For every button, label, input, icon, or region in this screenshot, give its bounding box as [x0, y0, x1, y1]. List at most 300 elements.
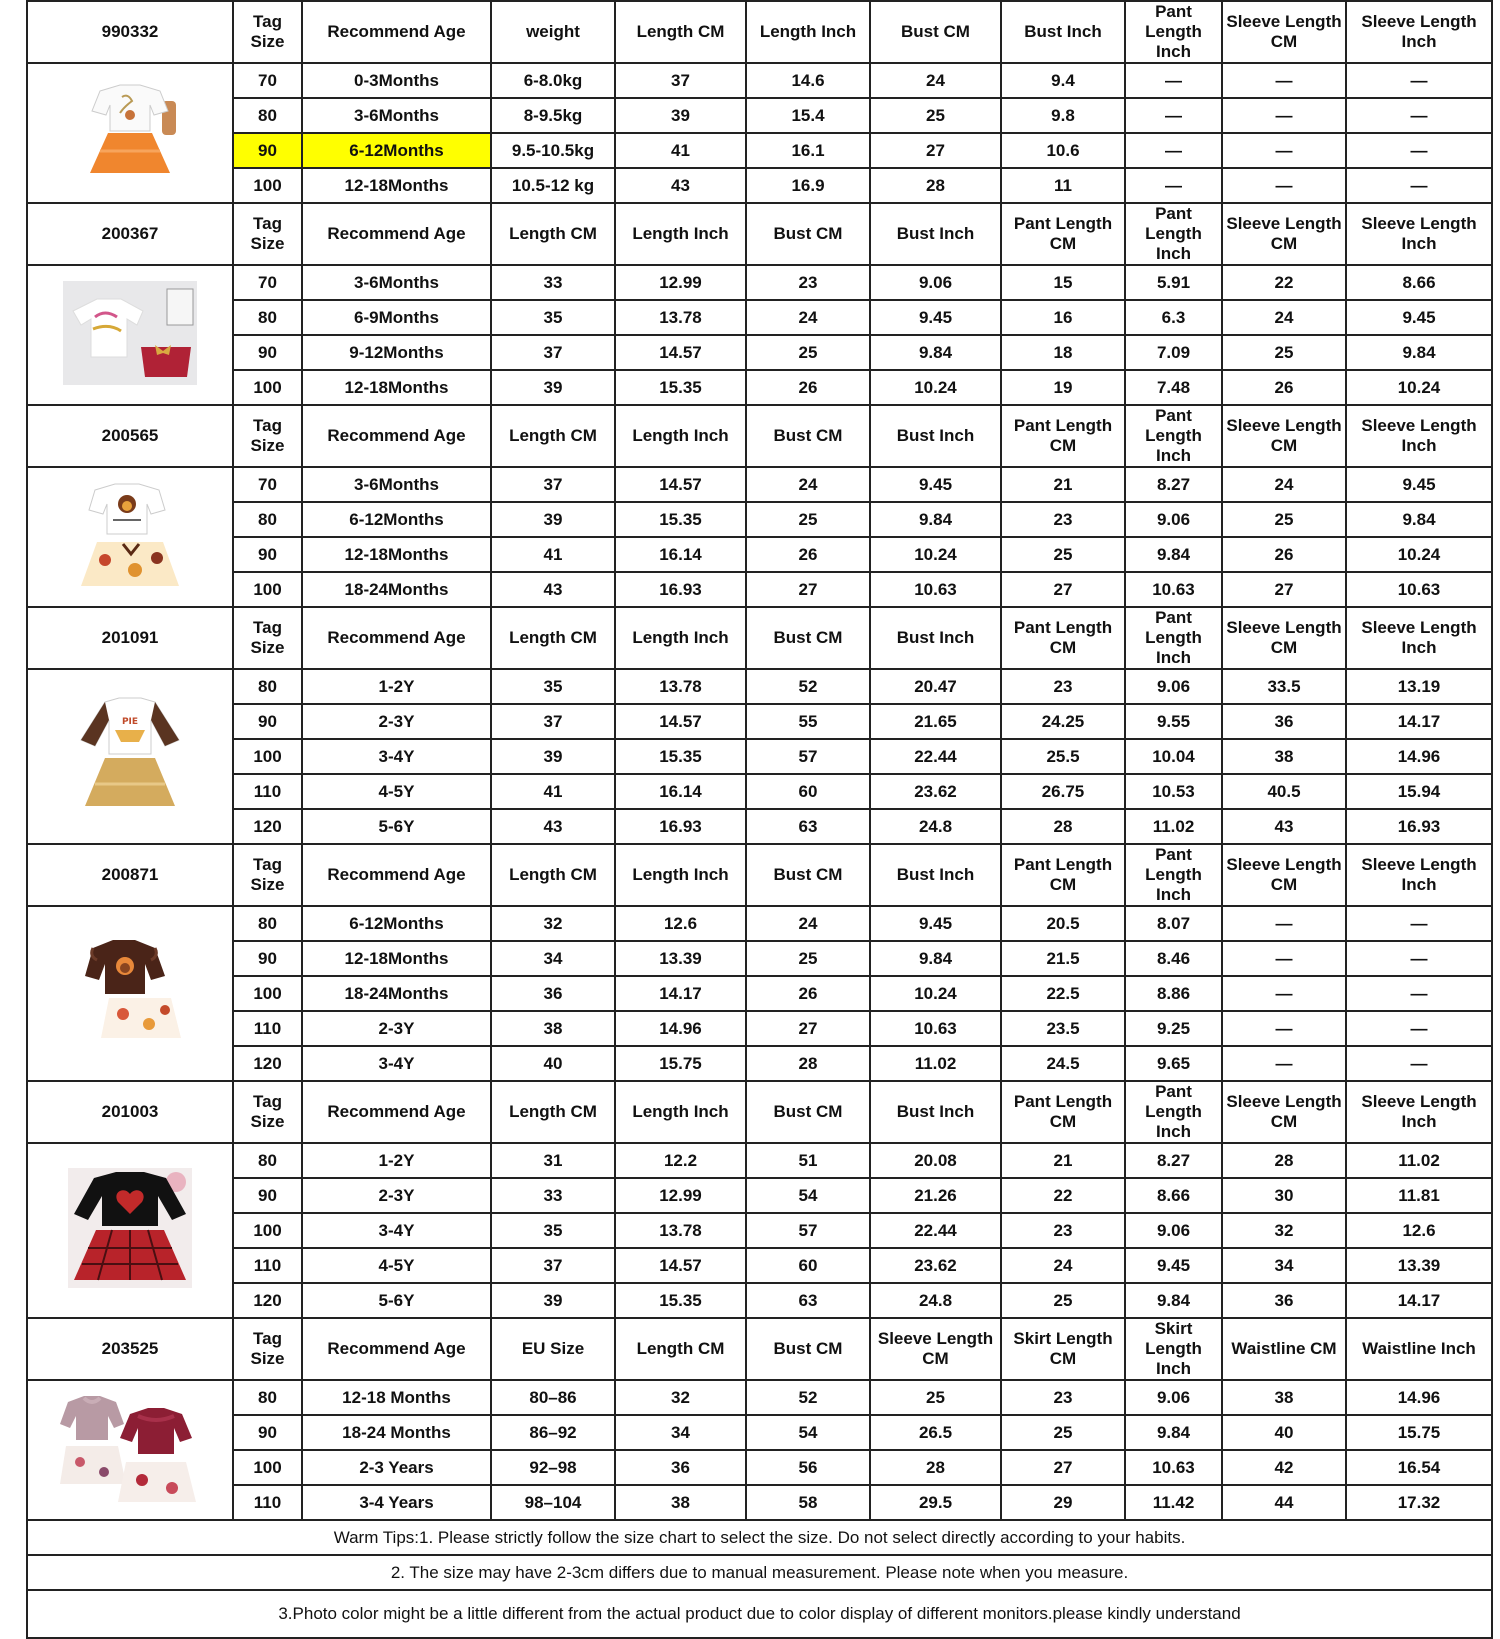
- size-cell: 13.19: [1346, 669, 1492, 704]
- size-cell: 32: [1222, 1213, 1346, 1248]
- size-cell: —: [1346, 168, 1492, 203]
- size-cell: 12-18Months: [302, 370, 491, 405]
- size-cell: 54: [746, 1178, 870, 1213]
- size-cell: 39: [491, 370, 615, 405]
- size-cell: 38: [1222, 1380, 1346, 1415]
- size-cell: 8.46: [1125, 941, 1222, 976]
- size-cell: 37: [615, 63, 746, 98]
- size-cell: 34: [1222, 1248, 1346, 1283]
- size-cell: 90: [233, 537, 302, 572]
- size-cell: 9.06: [1125, 669, 1222, 704]
- size-cell: 52: [746, 669, 870, 704]
- size-cell: —: [1346, 976, 1492, 1011]
- size-cell: 23.5: [1001, 1011, 1125, 1046]
- size-cell: 35: [491, 300, 615, 335]
- column-header: Bust CM: [746, 1318, 870, 1380]
- size-cell: 80: [233, 1143, 302, 1178]
- column-header: Sleeve Length CM: [870, 1318, 1001, 1380]
- size-row: [27, 941, 1492, 976]
- size-cell: 24: [1001, 1248, 1125, 1283]
- size-cell: 11.02: [870, 1046, 1001, 1081]
- column-header: Tag Size: [233, 405, 302, 467]
- size-cell: 26.75: [1001, 774, 1125, 809]
- size-cell: 9.06: [870, 265, 1001, 300]
- size-cell: 28: [870, 168, 1001, 203]
- warm-tip: Warm Tips:1. Please strictly follow the size chart to select the size. Do not select directly according to your habits.: [27, 1520, 1492, 1555]
- size-cell: 28: [1222, 1143, 1346, 1178]
- section-header-row: [27, 607, 1492, 669]
- size-row: [27, 1485, 1492, 1520]
- size-cell: 86–92: [491, 1415, 615, 1450]
- product-photo: [27, 1143, 233, 1318]
- size-row: [27, 265, 1492, 300]
- size-cell: 24: [746, 906, 870, 941]
- warm-tip: 2. The size may have 2-3cm differs due to manual measurement. Please note when you measure.: [27, 1555, 1492, 1590]
- size-cell: 28: [746, 1046, 870, 1081]
- size-cell: —: [1222, 1011, 1346, 1046]
- size-cell: 80–86: [491, 1380, 615, 1415]
- size-cell: 14.96: [1346, 739, 1492, 774]
- size-cell: —: [1125, 98, 1222, 133]
- size-row: [27, 1178, 1492, 1213]
- size-cell: 80: [233, 502, 302, 537]
- column-header: Recommend Age: [302, 607, 491, 669]
- size-cell: 5-6Y: [302, 1283, 491, 1318]
- size-cell: 26: [1222, 537, 1346, 572]
- size-cell: 9.84: [1125, 537, 1222, 572]
- size-cell: 12-18Months: [302, 537, 491, 572]
- size-cell: 18-24 Months: [302, 1415, 491, 1450]
- column-header: Sleeve Length Inch: [1346, 405, 1492, 467]
- size-cell: 10.63: [1346, 572, 1492, 607]
- size-cell: 9.84: [870, 335, 1001, 370]
- size-cell: 38: [1222, 739, 1346, 774]
- size-cell: 9.84: [1125, 1415, 1222, 1450]
- size-cell: 8.66: [1346, 265, 1492, 300]
- size-cell: 11.81: [1346, 1178, 1492, 1213]
- column-header: weight: [491, 1, 615, 63]
- size-cell: 33.5: [1222, 669, 1346, 704]
- size-cell: 35: [491, 1213, 615, 1248]
- size-row: [27, 98, 1492, 133]
- size-cell: 20.5: [1001, 906, 1125, 941]
- size-cell: 23: [1001, 1380, 1125, 1415]
- size-row: [27, 906, 1492, 941]
- column-header: Sleeve Length Inch: [1346, 203, 1492, 265]
- size-cell: 12.2: [615, 1143, 746, 1178]
- column-header: Length Inch: [615, 405, 746, 467]
- size-cell: 18-24Months: [302, 976, 491, 1011]
- size-cell: 7.09: [1125, 335, 1222, 370]
- size-cell: 24: [870, 63, 1001, 98]
- size-cell: 33: [491, 1178, 615, 1213]
- onesie-orange-tutu-outfit-photo: [28, 81, 232, 186]
- size-cell: 12-18Months: [302, 168, 491, 203]
- column-header: Pant Length Inch: [1125, 405, 1222, 467]
- column-header: Waistline CM: [1222, 1318, 1346, 1380]
- column-header: Bust CM: [746, 1081, 870, 1143]
- black-heart-top-plaid-skirt-photo: [28, 1168, 232, 1293]
- size-cell: 10.6: [1001, 133, 1125, 168]
- size-cell: 43: [615, 168, 746, 203]
- column-header: EU Size: [491, 1318, 615, 1380]
- size-cell: 80: [233, 906, 302, 941]
- column-header: Pant Length CM: [1001, 203, 1125, 265]
- size-cell: 100: [233, 1450, 302, 1485]
- size-cell: 11.02: [1125, 809, 1222, 844]
- column-header: Skirt Length Inch: [1125, 1318, 1222, 1380]
- column-header: Tag Size: [233, 203, 302, 265]
- column-header: Length CM: [615, 1, 746, 63]
- size-cell: 100: [233, 572, 302, 607]
- size-cell: 15.75: [615, 1046, 746, 1081]
- size-cell: —: [1125, 63, 1222, 98]
- column-header: Length Inch: [615, 844, 746, 906]
- brown-turkey-top-floral-skirt-photo: [28, 936, 232, 1051]
- size-cell: 37: [491, 467, 615, 502]
- product-id: 203525: [27, 1318, 233, 1380]
- column-header: Recommend Age: [302, 203, 491, 265]
- size-cell: 120: [233, 1046, 302, 1081]
- size-cell: 14.57: [615, 467, 746, 502]
- size-cell: 11: [1001, 168, 1125, 203]
- column-header: Skirt Length CM: [1001, 1318, 1125, 1380]
- product-photo: [27, 265, 233, 405]
- size-row: [27, 1248, 1492, 1283]
- size-cell: —: [1222, 168, 1346, 203]
- size-cell: 39: [491, 739, 615, 774]
- size-cell: 24.5: [1001, 1046, 1125, 1081]
- size-cell: 15.35: [615, 1283, 746, 1318]
- size-cell: 43: [491, 809, 615, 844]
- size-cell: 6-12Months: [302, 906, 491, 941]
- size-cell: 37: [491, 1248, 615, 1283]
- product-id: 990332: [27, 1, 233, 63]
- size-cell: 9.45: [1125, 1248, 1222, 1283]
- size-cell: 14.96: [1346, 1380, 1492, 1415]
- column-header: Pant Length Inch: [1125, 1081, 1222, 1143]
- size-cell: 32: [491, 906, 615, 941]
- section-header-row: [27, 203, 1492, 265]
- size-cell: 25.5: [1001, 739, 1125, 774]
- size-cell: 25: [1222, 335, 1346, 370]
- size-cell: 54: [746, 1415, 870, 1450]
- warm-tip-row: [27, 1590, 1492, 1638]
- size-cell: —: [1346, 1011, 1492, 1046]
- size-cell: 70: [233, 265, 302, 300]
- column-header: Length CM: [491, 607, 615, 669]
- column-header: Length Inch: [615, 1081, 746, 1143]
- size-cell: 24.8: [870, 1283, 1001, 1318]
- svg-text:PIE: PIE: [121, 717, 139, 727]
- size-cell: 18: [1001, 335, 1125, 370]
- size-cell: 110: [233, 1248, 302, 1283]
- size-cell: —: [1346, 1046, 1492, 1081]
- size-cell: 6-12Months: [302, 502, 491, 537]
- size-cell: 29.5: [870, 1485, 1001, 1520]
- size-cell: 23: [1001, 502, 1125, 537]
- column-header: Sleeve Length CM: [1222, 844, 1346, 906]
- size-cell: 1-2Y: [302, 669, 491, 704]
- size-cell: 14.57: [615, 335, 746, 370]
- size-cell: 20.47: [870, 669, 1001, 704]
- size-cell: 21.65: [870, 704, 1001, 739]
- size-cell: 15: [1001, 265, 1125, 300]
- size-cell: 18-24Months: [302, 572, 491, 607]
- product-id: 200367: [27, 203, 233, 265]
- size-cell: 63: [746, 1283, 870, 1318]
- section-header-row: [27, 1081, 1492, 1143]
- size-cell: 33: [491, 265, 615, 300]
- size-cell: 60: [746, 1248, 870, 1283]
- size-cell: 25: [1222, 502, 1346, 537]
- size-row: [27, 704, 1492, 739]
- size-cell: 12.6: [1346, 1213, 1492, 1248]
- column-header: Bust Inch: [870, 1081, 1001, 1143]
- size-cell: 98–104: [491, 1485, 615, 1520]
- column-header: Waistline Inch: [1346, 1318, 1492, 1380]
- size-cell: 23: [1001, 1213, 1125, 1248]
- size-cell: 38: [491, 1011, 615, 1046]
- size-cell: 9.45: [1346, 467, 1492, 502]
- size-cell: 9.84: [1346, 502, 1492, 537]
- column-header: Sleeve Length CM: [1222, 607, 1346, 669]
- column-header: Recommend Age: [302, 1, 491, 63]
- column-header: Bust Inch: [870, 844, 1001, 906]
- size-cell: 24: [746, 467, 870, 502]
- size-cell: 9.45: [870, 906, 1001, 941]
- size-row: [27, 370, 1492, 405]
- size-cell: 9.25: [1125, 1011, 1222, 1046]
- size-cell: 39: [491, 1283, 615, 1318]
- column-header: Sleeve Length Inch: [1346, 607, 1492, 669]
- size-row: [27, 300, 1492, 335]
- size-cell: 24: [746, 300, 870, 335]
- size-cell: 6.3: [1125, 300, 1222, 335]
- column-header: Bust CM: [746, 405, 870, 467]
- size-cell: 90: [233, 704, 302, 739]
- size-cell: 27: [1001, 572, 1125, 607]
- size-cell: 16.14: [615, 774, 746, 809]
- size-cell: 27: [1001, 1450, 1125, 1485]
- size-cell: 27: [746, 1011, 870, 1046]
- size-row: [27, 739, 1492, 774]
- size-row: [27, 1011, 1492, 1046]
- size-cell: 14.17: [615, 976, 746, 1011]
- size-cell: 43: [491, 572, 615, 607]
- size-cell: 5.91: [1125, 265, 1222, 300]
- product-photo: [27, 669, 233, 844]
- size-cell: 10.24: [870, 537, 1001, 572]
- size-cell: 21: [1001, 467, 1125, 502]
- product-id: 200565: [27, 405, 233, 467]
- size-cell: 26.5: [870, 1415, 1001, 1450]
- size-cell: 14.6: [746, 63, 870, 98]
- column-header: Bust Inch: [870, 607, 1001, 669]
- size-cell: 120: [233, 809, 302, 844]
- size-cell: 17.32: [1346, 1485, 1492, 1520]
- size-cell: 9.06: [1125, 1213, 1222, 1248]
- size-cell: 15.94: [1346, 774, 1492, 809]
- column-header: Tag Size: [233, 1081, 302, 1143]
- column-header: Pant Length CM: [1001, 405, 1125, 467]
- turkey-romper-skirt-outfit-photo: [28, 480, 232, 595]
- column-header: Length CM: [491, 844, 615, 906]
- size-cell: 3-6Months: [302, 265, 491, 300]
- size-cell: 63: [746, 809, 870, 844]
- size-cell: 36: [1222, 1283, 1346, 1318]
- size-cell: 37: [491, 335, 615, 370]
- size-cell: 28: [870, 1450, 1001, 1485]
- size-cell: 29: [1001, 1485, 1125, 1520]
- size-cell: 14.57: [615, 1248, 746, 1283]
- size-cell: 41: [491, 537, 615, 572]
- size-cell: 28: [1001, 809, 1125, 844]
- warm-tip: 3.Photo color might be a little different from the actual product due to color display of different monitors.please kindly understand: [27, 1590, 1492, 1638]
- size-cell: 10.24: [1346, 537, 1492, 572]
- size-cell: 15.35: [615, 739, 746, 774]
- size-cell: 56: [746, 1450, 870, 1485]
- size-cell: 43: [1222, 809, 1346, 844]
- size-cell: 21: [1001, 1143, 1125, 1178]
- size-cell: 5-6Y: [302, 809, 491, 844]
- column-header: Pant Length CM: [1001, 844, 1125, 906]
- column-header: Pant Length Inch: [1125, 203, 1222, 265]
- size-cell: 100: [233, 976, 302, 1011]
- size-cell: 36: [615, 1450, 746, 1485]
- size-cell: 15.75: [1346, 1415, 1492, 1450]
- size-cell: —: [1346, 941, 1492, 976]
- size-cell: 23: [1001, 669, 1125, 704]
- size-row: [27, 669, 1492, 704]
- size-cell: 90: [233, 941, 302, 976]
- size-cell: 25: [1001, 1415, 1125, 1450]
- size-cell: 35: [491, 669, 615, 704]
- size-cell: 25: [870, 98, 1001, 133]
- size-cell: 21.5: [1001, 941, 1125, 976]
- size-cell: 3-6Months: [302, 98, 491, 133]
- size-cell: 11.02: [1346, 1143, 1492, 1178]
- size-cell: 36: [1222, 704, 1346, 739]
- size-cell: 2-3Y: [302, 704, 491, 739]
- column-header: Bust CM: [746, 844, 870, 906]
- size-cell: 10.63: [870, 572, 1001, 607]
- column-header: Bust Inch: [870, 203, 1001, 265]
- size-cell: 90: [233, 335, 302, 370]
- size-cell: 4-5Y: [302, 1248, 491, 1283]
- size-cell: 110: [233, 774, 302, 809]
- section-header-row: [27, 405, 1492, 467]
- warm-tip-row: [27, 1520, 1492, 1555]
- column-header: Pant Length Inch: [1125, 607, 1222, 669]
- size-cell: 40.5: [1222, 774, 1346, 809]
- size-cell: 23.62: [870, 1248, 1001, 1283]
- size-cell: 120: [233, 1283, 302, 1318]
- size-cell: 90: [233, 133, 302, 168]
- size-cell: 24: [1222, 300, 1346, 335]
- size-cell: 57: [746, 739, 870, 774]
- column-header: Length CM: [615, 1318, 746, 1380]
- size-cell: 80: [233, 1380, 302, 1415]
- size-row: [27, 1046, 1492, 1081]
- size-cell: 100: [233, 168, 302, 203]
- column-header: Bust CM: [870, 1, 1001, 63]
- size-cell: 90: [233, 1415, 302, 1450]
- size-cell: 3-4Y: [302, 1046, 491, 1081]
- size-cell: 25: [746, 335, 870, 370]
- size-row: [27, 133, 1492, 168]
- column-header: Pant Length CM: [1001, 607, 1125, 669]
- size-cell: 9-12Months: [302, 335, 491, 370]
- size-cell: 13.78: [615, 300, 746, 335]
- size-cell: 40: [491, 1046, 615, 1081]
- section-header-row: [27, 1, 1492, 63]
- size-cell: 2-3Y: [302, 1011, 491, 1046]
- size-row: [27, 502, 1492, 537]
- size-cell: —: [1346, 98, 1492, 133]
- size-row: [27, 63, 1492, 98]
- size-cell: 9.06: [1125, 1380, 1222, 1415]
- size-cell: 25: [870, 1380, 1001, 1415]
- size-cell: 9.84: [870, 941, 1001, 976]
- size-cell: 60: [746, 774, 870, 809]
- size-row: [27, 335, 1492, 370]
- section-header-row: [27, 1318, 1492, 1380]
- size-cell: 110: [233, 1485, 302, 1520]
- size-cell: 110: [233, 1011, 302, 1046]
- product-photo: [27, 906, 233, 1081]
- size-cell: 80: [233, 98, 302, 133]
- size-cell: 16.9: [746, 168, 870, 203]
- size-row: [27, 1415, 1492, 1450]
- size-cell: —: [1125, 133, 1222, 168]
- size-cell: —: [1222, 1046, 1346, 1081]
- size-cell: 8.07: [1125, 906, 1222, 941]
- size-cell: 23: [746, 265, 870, 300]
- size-row: [27, 809, 1492, 844]
- size-cell: 26: [746, 976, 870, 1011]
- size-cell: 24.8: [870, 809, 1001, 844]
- size-cell: 3-4Y: [302, 1213, 491, 1248]
- size-cell: 12-18 Months: [302, 1380, 491, 1415]
- column-header: Length Inch: [615, 607, 746, 669]
- size-cell: 8.27: [1125, 1143, 1222, 1178]
- size-cell: —: [1125, 168, 1222, 203]
- column-header: Sleeve Length CM: [1222, 203, 1346, 265]
- size-cell: 22.44: [870, 1213, 1001, 1248]
- size-cell: 80: [233, 669, 302, 704]
- size-cell: 10.5-12 kg: [491, 168, 615, 203]
- size-cell: 42: [1222, 1450, 1346, 1485]
- size-cell: 19: [1001, 370, 1125, 405]
- size-cell: 9.84: [1346, 335, 1492, 370]
- product-photo: [27, 1380, 233, 1520]
- size-cell: 9.8: [1001, 98, 1125, 133]
- size-cell: 39: [615, 98, 746, 133]
- column-header: Recommend Age: [302, 844, 491, 906]
- size-cell: 12-18Months: [302, 941, 491, 976]
- size-cell: 13.39: [615, 941, 746, 976]
- size-cell: 4-5Y: [302, 774, 491, 809]
- size-cell: 100: [233, 370, 302, 405]
- size-row: [27, 774, 1492, 809]
- size-cell: 20.08: [870, 1143, 1001, 1178]
- size-cell: 10.53: [1125, 774, 1222, 809]
- product-id: 201091: [27, 607, 233, 669]
- size-cell: —: [1346, 133, 1492, 168]
- size-cell: 9.84: [1125, 1283, 1222, 1318]
- column-header: Bust CM: [746, 203, 870, 265]
